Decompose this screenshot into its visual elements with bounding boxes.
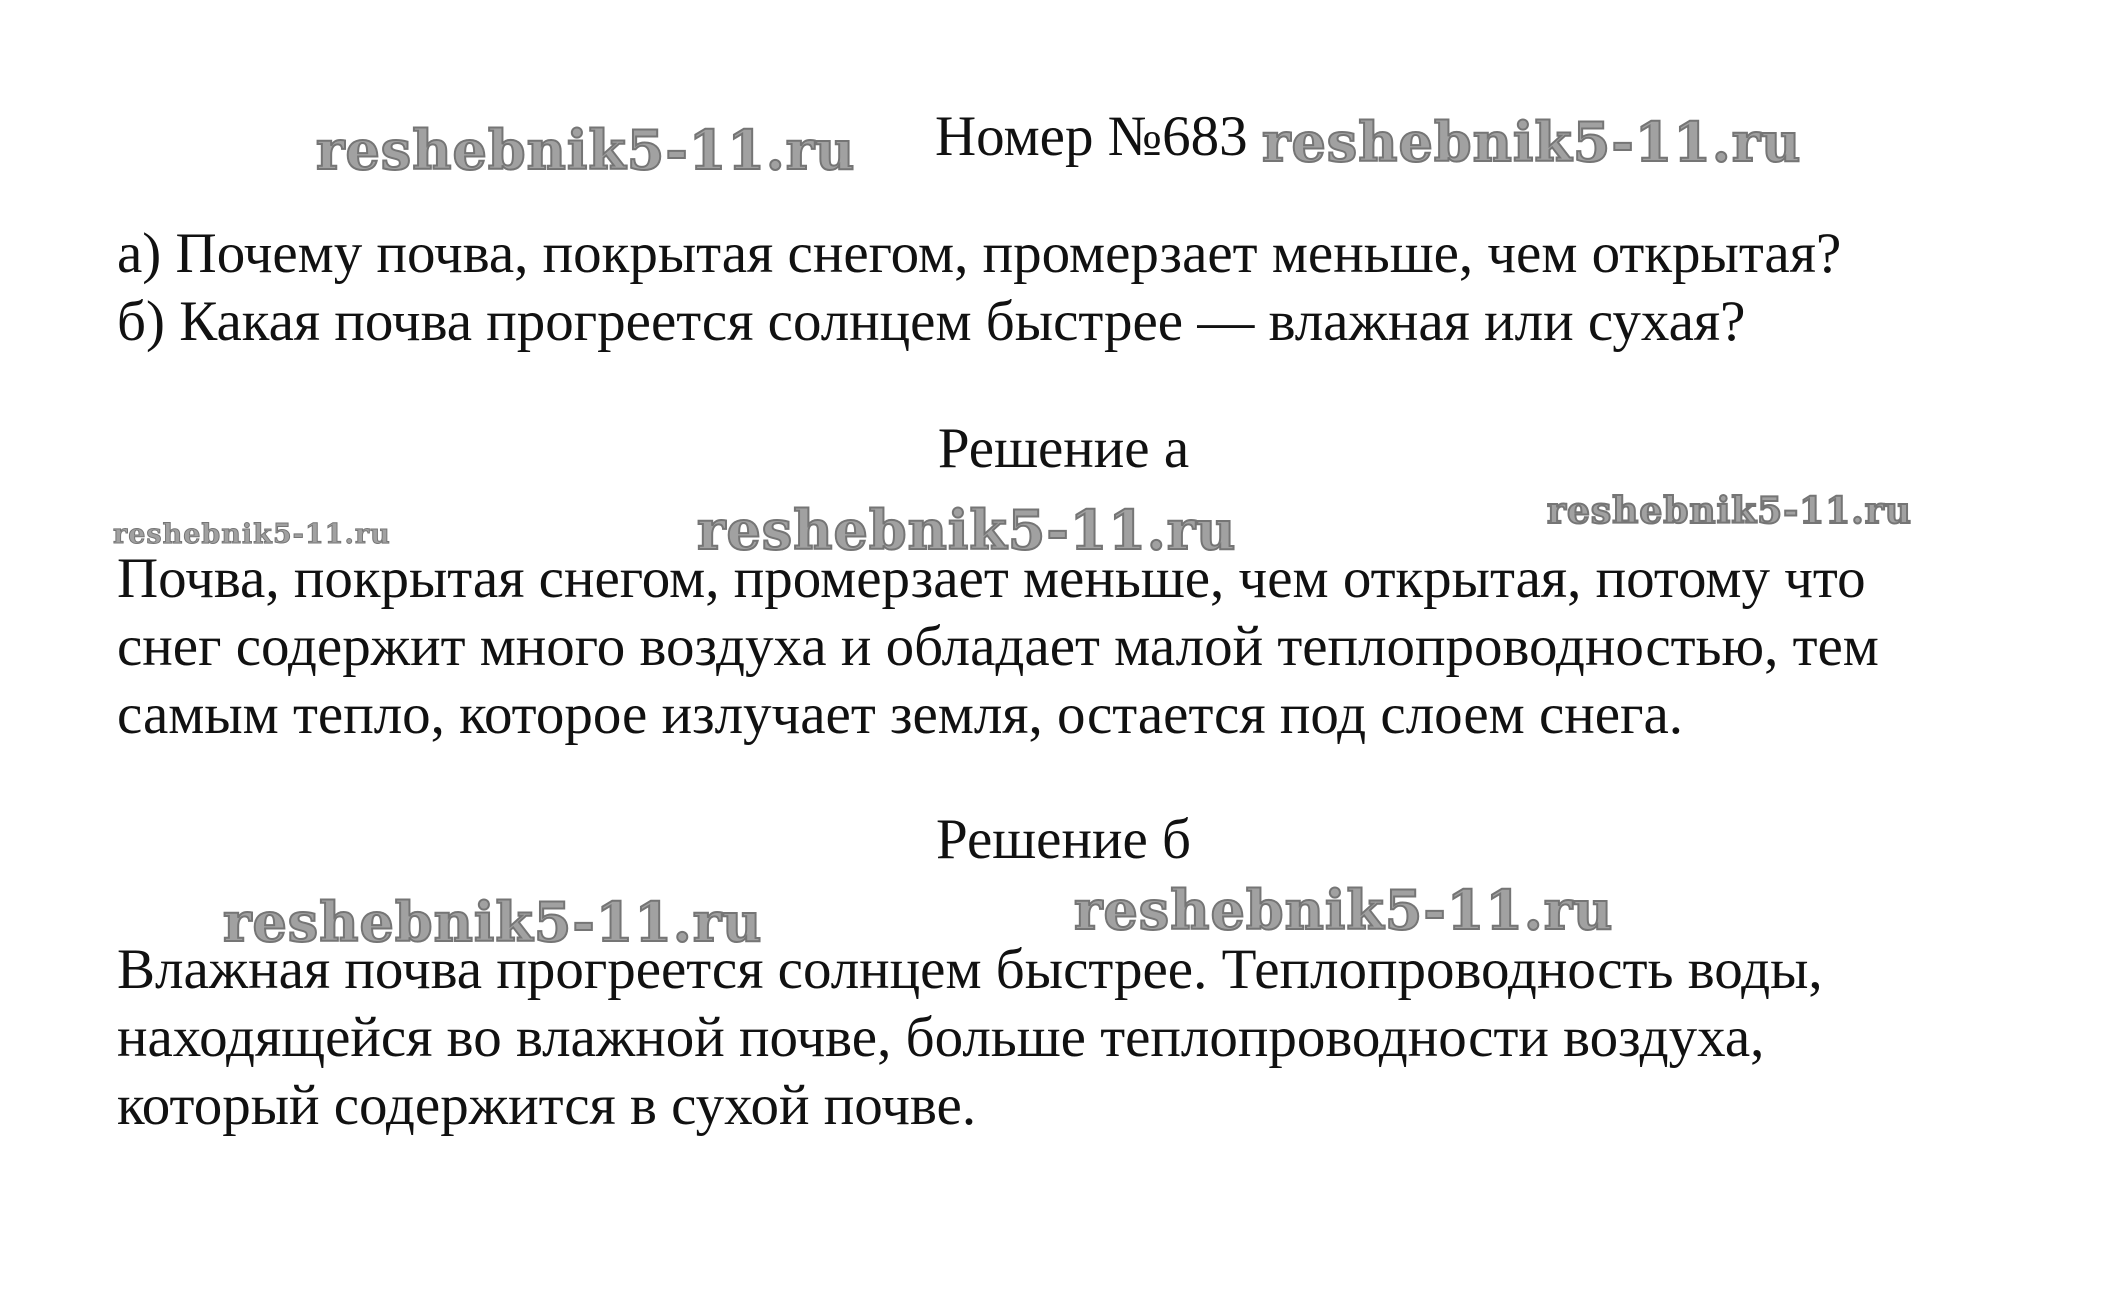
solution-b-line: находящейся во влажной почве, больше теплопроводности воздуха,: [117, 1006, 1765, 1069]
solution-b-line: который содержится в сухой почве.: [117, 1074, 977, 1137]
question-a: а) Почему почва, покрытая снегом, промерзает меньше, чем открытая?: [117, 222, 1842, 285]
watermark: reshebnik5-11.ru: [223, 890, 763, 954]
question-b: б) Какая почва прогреется солнцем быстрее — влажная или сухая?: [117, 290, 1746, 353]
watermark: reshebnik5-11.ru: [316, 118, 856, 182]
solution-b-line: Влажная почва прогреется солнцем быстрее. Теплопроводность воды,: [117, 938, 1823, 1001]
solution-a-line: самым тепло, которое излучает земля, остается под слоем снега.: [117, 683, 1684, 746]
watermark: reshebnik5-11.ru: [1262, 110, 1802, 174]
solution-a-heading: Решение а: [937, 417, 1190, 480]
solution-a-line: снег содержит много воздуха и обладает малой теплопроводностью, тем: [117, 615, 1879, 678]
watermark: reshebnik5-11.ru: [1547, 490, 1912, 532]
watermark: reshebnik5-11.ru: [1074, 878, 1614, 942]
solution-a-line: Почва, покрытая снегом, промерзает меньше, чем открытая, потому что: [117, 547, 1866, 610]
watermark: reshebnik5-11.ru: [113, 519, 391, 550]
page-title: Номер №683: [935, 105, 1248, 168]
solution-b-heading: Решение б: [936, 808, 1191, 871]
watermark: reshebnik5-11.ru: [697, 498, 1237, 562]
